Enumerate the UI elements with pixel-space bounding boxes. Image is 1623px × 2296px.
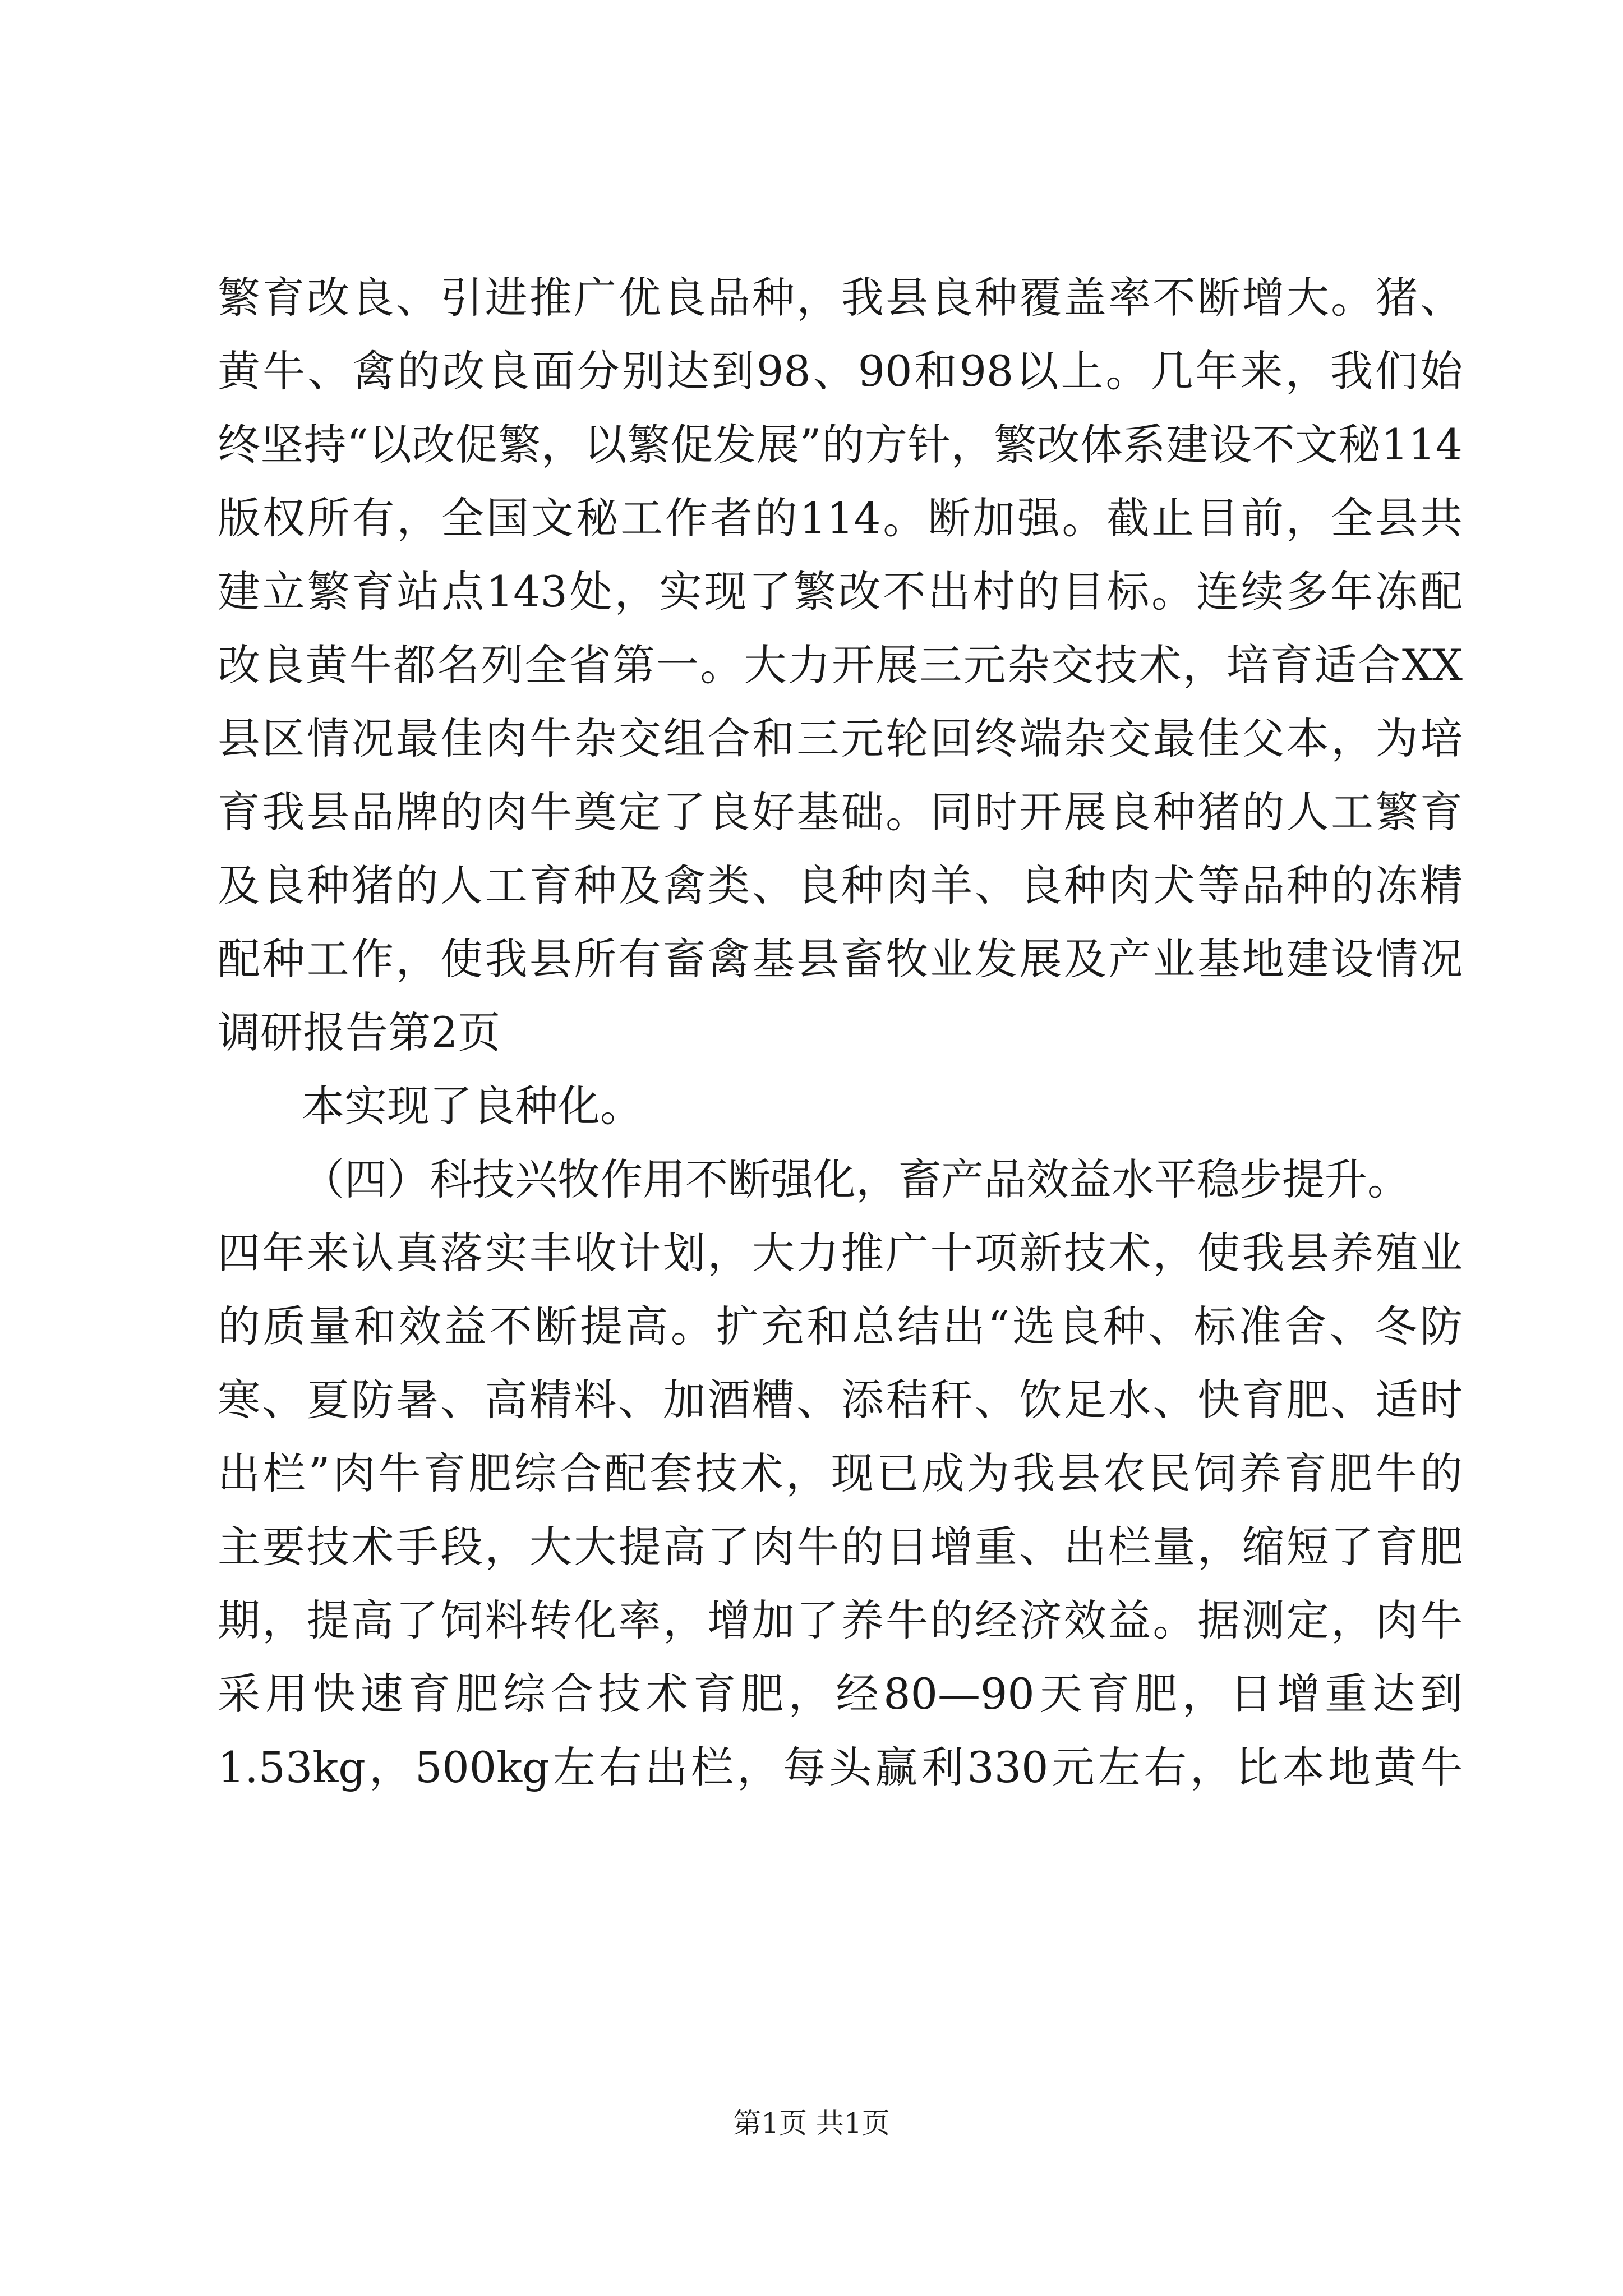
text-line-9: 及良种猪的人工育种及禽类、良种肉羊、良种肉犬等品种的冻精 xyxy=(218,861,1463,910)
text-line-6: 改良黄牛都名列全省第一。大力开展三元杂交技术，培育适合XX xyxy=(218,640,1463,690)
text-line-19: 期，提高了饲料转化率，增加了养牛的经济效益。据测定，肉牛 xyxy=(218,1595,1463,1645)
text-line-15: 的质量和效益不断提高。扩充和总结出“选良种、标准舍、冬防 xyxy=(218,1301,1463,1351)
text-line-1: 繁育改良、引进推广优良品种，我县良种覆盖率不断增大。猪、 xyxy=(218,273,1463,323)
text-line-13: （四）科技兴牧作用不断强化，畜产品效益水平稳步提升。 xyxy=(302,1154,1410,1204)
body-text xyxy=(218,261,1463,1804)
text-line-8: 育我县品牌的肉牛奠定了良好基础。同时开展良种猪的人工繁育 xyxy=(218,787,1463,837)
text-line-12: 本实现了良种化。 xyxy=(302,1081,643,1131)
text-line-11: 调研报告第2页 xyxy=(218,1007,501,1057)
page-number-label: 第1页 共1页 xyxy=(733,2107,890,2139)
text-line-21: 1.53kg，500kg左右出栏，每头赢利330元左右，比本地黄牛 xyxy=(218,1742,1463,1792)
text-line-20: 采用快速育肥综合技术育肥，经80—90天育肥，日增重达到 xyxy=(218,1669,1463,1719)
text-line-3: 终坚持“以改促繁，以繁促发展”的方针，繁改体系建设不文秘114 xyxy=(218,420,1463,470)
text-line-18: 主要技术手段，大大提高了肉牛的日增重、出栏量，缩短了育肥 xyxy=(218,1522,1463,1572)
text-line-10: 配种工作，使我县所有畜禽基县畜牧业发展及产业基地建设情况 xyxy=(218,934,1463,984)
text-line-17: 出栏”肉牛育肥综合配套技术，现已成为我县农民饲养育肥牛的 xyxy=(218,1448,1463,1498)
text-line-5: 建立繁育站点143处，实现了繁改不出村的目标。连续多年冻配 xyxy=(218,567,1463,616)
text-line-2: 黄牛、禽的改良面分别达到98、90和98以上。几年来，我们始 xyxy=(218,346,1463,396)
text-line-7: 县区情况最佳肉牛杂交组合和三元轮回终端杂交最佳父本，为培 xyxy=(218,714,1463,763)
text-line-14: 四年来认真落实丰收计划，大力推广十项新技术，使我县养殖业 xyxy=(218,1228,1463,1278)
text-line-16: 寒、夏防暑、高精料、加酒糟、添秸秆、饮足水、快育肥、适时 xyxy=(218,1375,1463,1425)
page-footer xyxy=(0,2106,1623,2140)
text-line-4: 版权所有，全国文秘工作者的114。断加强。截止目前，全县共 xyxy=(218,493,1463,543)
